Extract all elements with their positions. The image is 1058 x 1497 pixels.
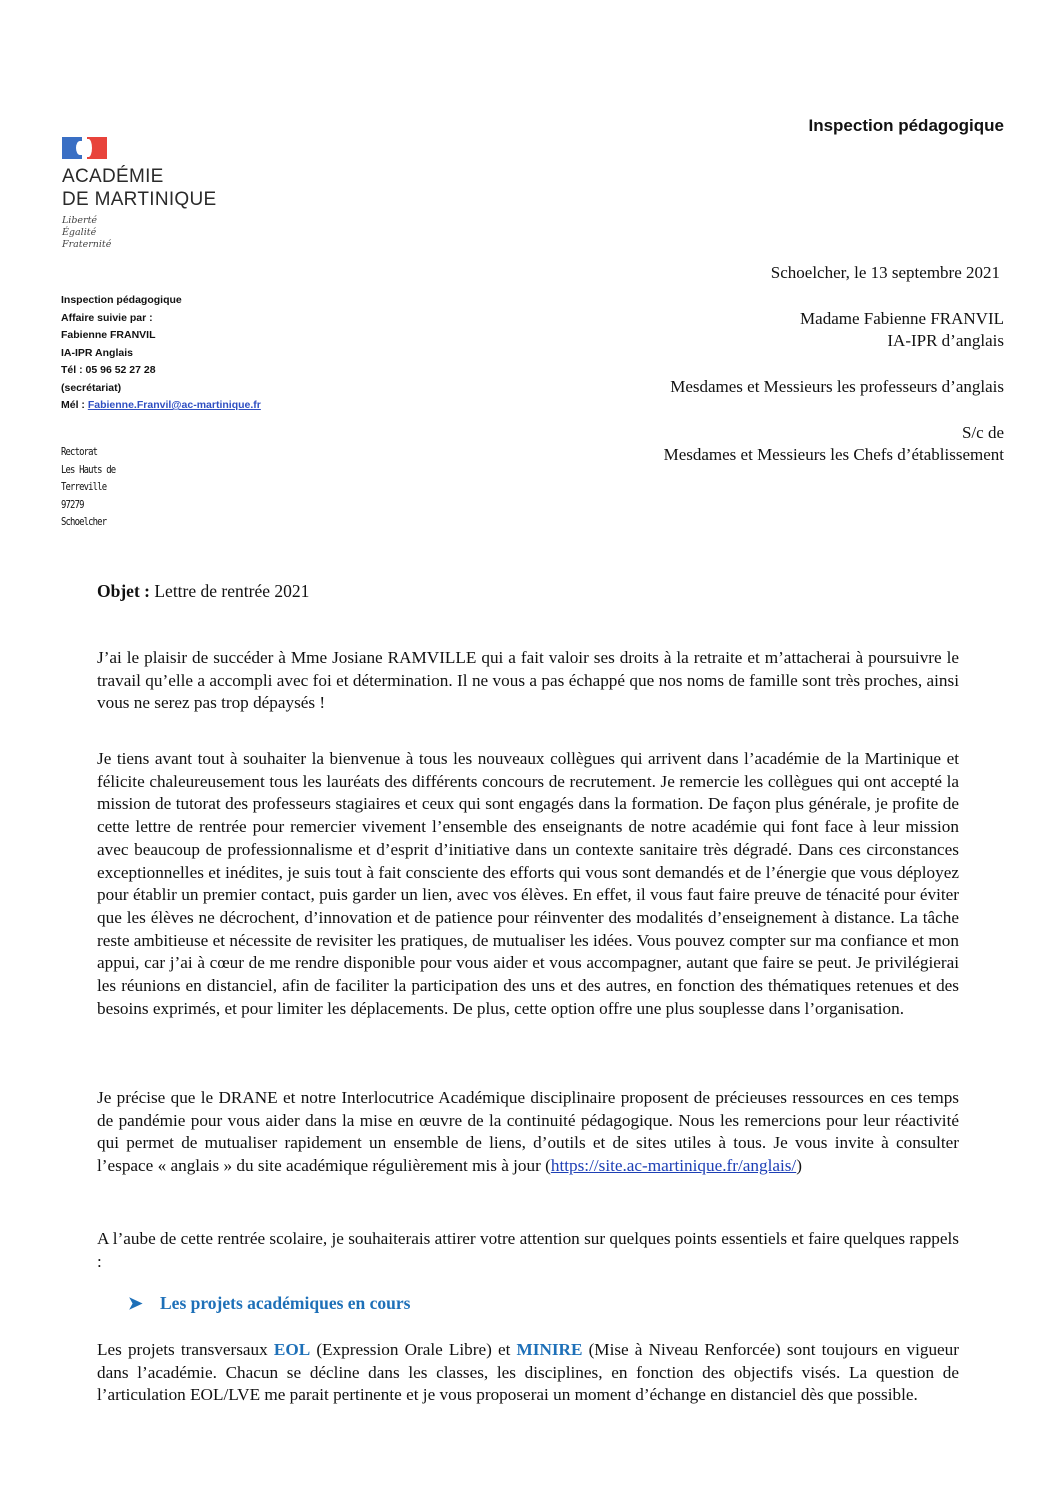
eol-highlight: EOL — [273, 1340, 311, 1359]
logo-name-line1: ACADÉMIE — [62, 166, 164, 187]
paragraph-projects — [97, 1339, 959, 1407]
from-role: IA-IPR d’anglais — [887, 331, 1004, 350]
projects-text: (Mise à Niveau Renforcée) sont toujours en vigueur dans l’académie. Chacun se décline dans les classes, les disciplines, en fonction des objectifs visés. La question de l’articulation EOL/LVE me parait pertinente et je vous proposerai un moment d’échange en distanciel dès que possible. — [97, 1340, 959, 1405]
projects-text: (Expression Orale Libre) et — [310, 1340, 517, 1359]
sender-block — [61, 292, 261, 415]
via-block — [664, 422, 1004, 466]
academie-logo — [62, 137, 217, 251]
section-heading — [128, 1293, 411, 1314]
paragraph-welcome: Je tiens avant tout à souhaiter la bienvenue à tous les nouveaux collègues qui arrivent dans l’académie de la Martinique et félicite chaleureusement tous les lauréats des différents concours de recrutement. Je remercie les collègues qui ont accepté la mission de tutorat des professeurs stagiaires et ceux qui sont engagés dans la formation. De façon plus générale, je profite de cette lettre de rentrée pour remercier vivement l’ensemble des enseignants de notre académie qui font face à leur mission avec beaucoup de professionnalisme et d’esprit d’initiative dans un contexte sanitaire très dégradé. Dans ces circonstances exceptionnelles et inédites, je suis tout à fait consciente des efforts qui vous sont demandés et de l’énergie que vous déployez pour établir un premier contact, puis garder un lien, avec vos élèves. En effet, il vous faut faire preuve de ténacité pour éviter que les élèves ne décrochent, d’innovation et de patience pour réinventer des modalités d’enseignement à distance. La tâche reste ambitieuse et nécessite de revisiter les pratiques, de mutualiser les idées. Vous pouvez compter sur ma confiance et mon appui, car j’ai à cœur de me rendre disponible pour vous aider et vous accompagner, autant que faire se peut. Je privilégierai les réunions en distanciel, afin de faciliter la participation des uns et des autres, en fonction des thématiques retenues et des besoins exprimés, et pour limiter les déplacements. De plus, cette option offre une plus souplesse dans l’organisation. — [97, 749, 959, 1018]
sender-phone: Tél : 05 96 52 27 28 — [61, 364, 156, 376]
address-line: Terreville — [61, 481, 107, 493]
section-heading-text: Les projets académiques en cours — [160, 1293, 411, 1313]
flag-blue-stripe — [62, 137, 82, 159]
from-block — [800, 308, 1004, 352]
header-department: Inspection pédagogique — [808, 116, 1004, 135]
sender-email-link[interactable]: Fabienne.Franvil@ac-martinique.fr — [87, 399, 261, 411]
sender-department: Inspection pédagogique — [61, 294, 182, 306]
address-line: 97279 — [61, 498, 84, 511]
sender-followed-by: Affaire suivie par : — [61, 311, 153, 324]
sender-name: Fabienne FRANVIL — [61, 329, 156, 341]
sender-role: IA-IPR Anglais — [61, 346, 133, 359]
projects-text: Les projets transversaux — [97, 1340, 274, 1359]
arrow-bullet-icon: ➤ — [128, 1293, 143, 1313]
site-anglais-link[interactable]: https://site.ac-martinique.fr/anglais/ — [550, 1156, 797, 1176]
to-recipients: Mesdames et Messieurs les professeurs d’anglais — [670, 377, 1004, 396]
date-line: Schoelcher, le 13 septembre 2021 — [770, 263, 1000, 282]
paragraph-intro: J’ai le plaisir de succéder à Mme Josiane RAMVILLE qui a fait valoir ses droits à la retraite et m’attacherai à poursuivre le travail qu’elle a accompli avec foi et détermination. Il ne vous a pas échappé que nos noms de famille sont très proches, ainsi vous ne serez pas trop dépaysés ! — [97, 648, 959, 713]
logo-name-line2: DE MARTINIQUE — [62, 189, 217, 210]
logo-name — [62, 165, 217, 211]
minire-highlight: MINIRE — [516, 1340, 583, 1359]
resources-text: Je précise que le DRANE et notre Interlocutrice Académique disciplinaire proposent de précieuses ressources en ces temps de pandémie pour vous aider dans la mise en œuvre de la continuité pédagogique. Nous les remercions pour leur réactivité qui permet de mutualiser rapidement un ensemble de liens, d’outils et de sites utiles à tous. Je vous invite à consulter l’espace « anglais » du site académique régulièrement mis à jour ( — [97, 1088, 959, 1176]
paragraph-resources — [97, 1087, 959, 1178]
marianne-flag-icon — [62, 137, 217, 159]
sender-email-row — [61, 397, 261, 415]
resources-text-end: ) — [796, 1156, 802, 1176]
address-block — [61, 444, 115, 532]
subject-line — [97, 581, 309, 602]
subject-value: Lettre de rentrée 2021 — [154, 581, 310, 601]
motto-liberte: Liberté — [62, 215, 98, 226]
via-recipients: Mesdames et Messieurs les Chefs d’établissement — [663, 445, 1004, 464]
paragraph-reminders: A l’aube de cette rentrée scolaire, je souhaiterais attirer votre attention sur quelques points essentiels et faire quelques rappels : — [97, 1229, 959, 1271]
subject-label: Objet : — [97, 581, 150, 601]
motto-fraternite: Fraternité — [62, 239, 112, 250]
sender-email-label: Mél : — [61, 399, 85, 411]
logo-motto — [62, 215, 217, 251]
from-name: Madame Fabienne FRANVIL — [800, 309, 1004, 328]
address-line: Schoelcher — [61, 516, 107, 528]
motto-egalite: Égalité — [62, 227, 97, 238]
sender-phone-note: (secrétariat) — [61, 381, 122, 394]
address-line: Rectorat — [61, 446, 98, 458]
address-line: Les Hauts de — [61, 463, 116, 476]
flag-red-stripe — [87, 137, 107, 159]
via-label: S/c de — [961, 423, 1004, 442]
